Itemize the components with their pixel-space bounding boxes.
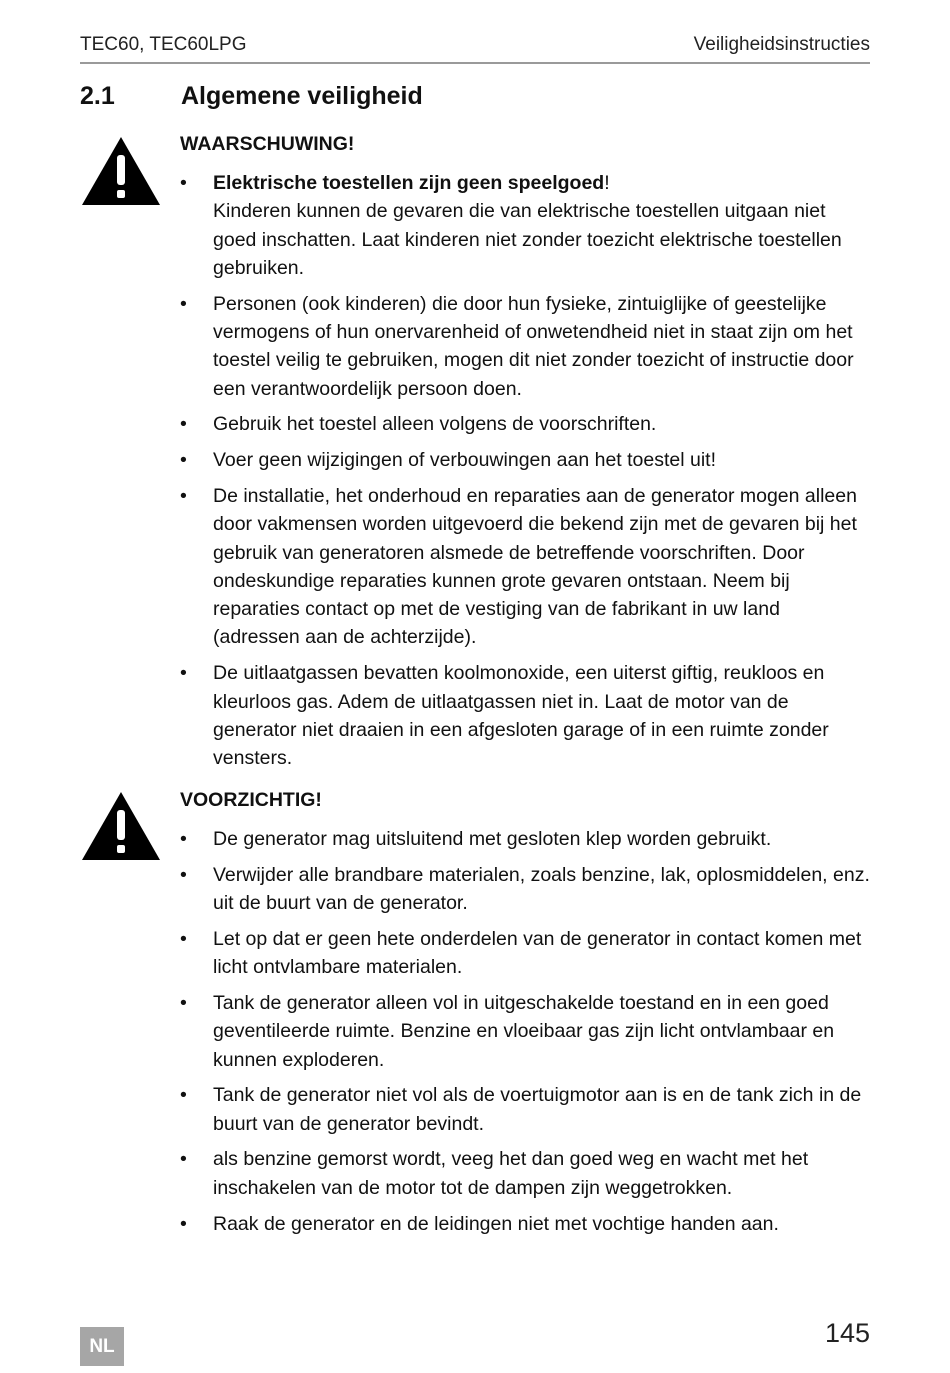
- bullet: •: [180, 172, 187, 194]
- caution-list: [180, 825, 870, 1238]
- bullet: •: [180, 413, 187, 436]
- list-item: [180, 410, 870, 438]
- list-item: [180, 290, 870, 403]
- page-header: [80, 32, 870, 64]
- list-item-text: als benzine gemorst wordt, veeg het dan goed weg en wacht met het inschakelen van de motor tot de dampen zijn weggetrokken.: [213, 1148, 809, 1199]
- list-item: [180, 1081, 870, 1138]
- caution-title: VOORZICHTIG!: [180, 789, 322, 811]
- list-item-text: Tank de generator alleen vol in uitgeschakelde toestand en in een goed geventileerde ruimte. Benzine en vloeibaar gas zijn licht ontvlambaar en kunnen exploderen.: [213, 991, 835, 1071]
- list-item-text: Personen (ook kinderen) die door hun fysieke, zintuiglijke of geestelijke vermogens of hun onervarenheid of onwetendheid niet in staat zijn om het toestel veilig te gebruiken, mogen dit niet zonder toezicht of instructie door een verantwoordelijk persoon doen.: [213, 292, 854, 400]
- caution-block: [180, 787, 870, 1245]
- list-item-text: Tank de generator niet vol als de voertuigmotor aan is en de tank zich in de buurt van de generator bevindt.: [213, 1084, 862, 1135]
- language-badge: NL: [80, 1327, 124, 1366]
- list-item-text: Raak de generator en de leidingen niet met vochtige handen aan.: [213, 1212, 779, 1235]
- list-item-text: De installatie, het onderhoud en reparaties aan de generator mogen alleen door vakmensen worden uitgevoerd die bekend zijn met de gevaren bij het gebruik van generatoren alsmede de betreffende voorschriften. Door ondeskundige reparaties kunnen grote gevaren ontstaan. Neem bij reparaties contact op met de vestiging van de fabrikant in uw land (adressen aan de achterzijde).: [213, 484, 857, 649]
- bullet: •: [180, 292, 187, 315]
- list-item-text: De uitlaatgassen bevatten koolmonoxide, een uiterst giftig, reukloos en kleurloos gas. Adem de uitlaatgassen niet in. Laat de motor van de generator niet draaien in een afgesloten garage of in een ruimte zonder vensters.: [213, 662, 829, 770]
- bullet: •: [180, 991, 187, 1014]
- list-item-text: Voer geen wijzigingen of verbouwingen aan het toestel uit!: [213, 449, 717, 472]
- warning-triangle-icon: [80, 135, 162, 207]
- bullet: •: [180, 927, 187, 950]
- list-item: [180, 446, 870, 474]
- list-item-text: Let op dat er geen hete onderdelen van de generator in contact komen met licht ontvlambare materialen.: [213, 927, 862, 979]
- warning-title: WAARSCHUWING!: [180, 133, 355, 155]
- header-chapter: Veiligheidsinstructies: [693, 34, 870, 55]
- page-number: 145: [824, 1318, 870, 1348]
- list-item-text: Gebruik het toestel alleen volgens de voorschriften.: [213, 413, 657, 436]
- bullet: •: [180, 863, 187, 886]
- list-item: [180, 169, 870, 282]
- list-item: [180, 1210, 870, 1238]
- list-item: [180, 659, 870, 772]
- section-number: 2.1: [80, 82, 115, 110]
- warning-lead-text: Kinderen kunnen de gevaren die van elektrische toestellen uitgaan niet goed inschatten. Laat kinderen niet zonder toezicht elektrische toestellen gebruiken.: [213, 200, 842, 279]
- section-title: Algemene veiligheid: [181, 82, 423, 110]
- bullet: •: [180, 449, 187, 472]
- list-item: [180, 1145, 870, 1202]
- warning-list: [180, 169, 870, 772]
- warning-triangle-icon: [80, 790, 162, 862]
- bullet: •: [180, 662, 187, 685]
- bullet: •: [180, 1084, 187, 1107]
- bullet: •: [180, 1212, 187, 1235]
- list-item: [180, 925, 870, 982]
- list-item: [180, 989, 870, 1074]
- bullet: •: [180, 1148, 187, 1171]
- list-item-text: Verwijder alle brandbare materialen, zoals benzine, lak, oplosmiddelen, enz. uit de buurt van de generator.: [213, 863, 870, 915]
- list-item: [180, 861, 870, 918]
- header-model: TEC60, TEC60LPG: [80, 34, 247, 55]
- bullet: •: [180, 484, 187, 507]
- warning-lead-mark: !: [604, 172, 610, 194]
- list-item-text: De generator mag uitsluitend met gesloten klep worden gebruikt.: [213, 828, 772, 850]
- warning-lead: Elektrische toestellen zijn geen speelgoed: [213, 172, 605, 194]
- warning-block: [180, 131, 870, 780]
- list-item: [180, 482, 870, 652]
- bullet: •: [180, 828, 187, 850]
- list-item: [180, 825, 870, 853]
